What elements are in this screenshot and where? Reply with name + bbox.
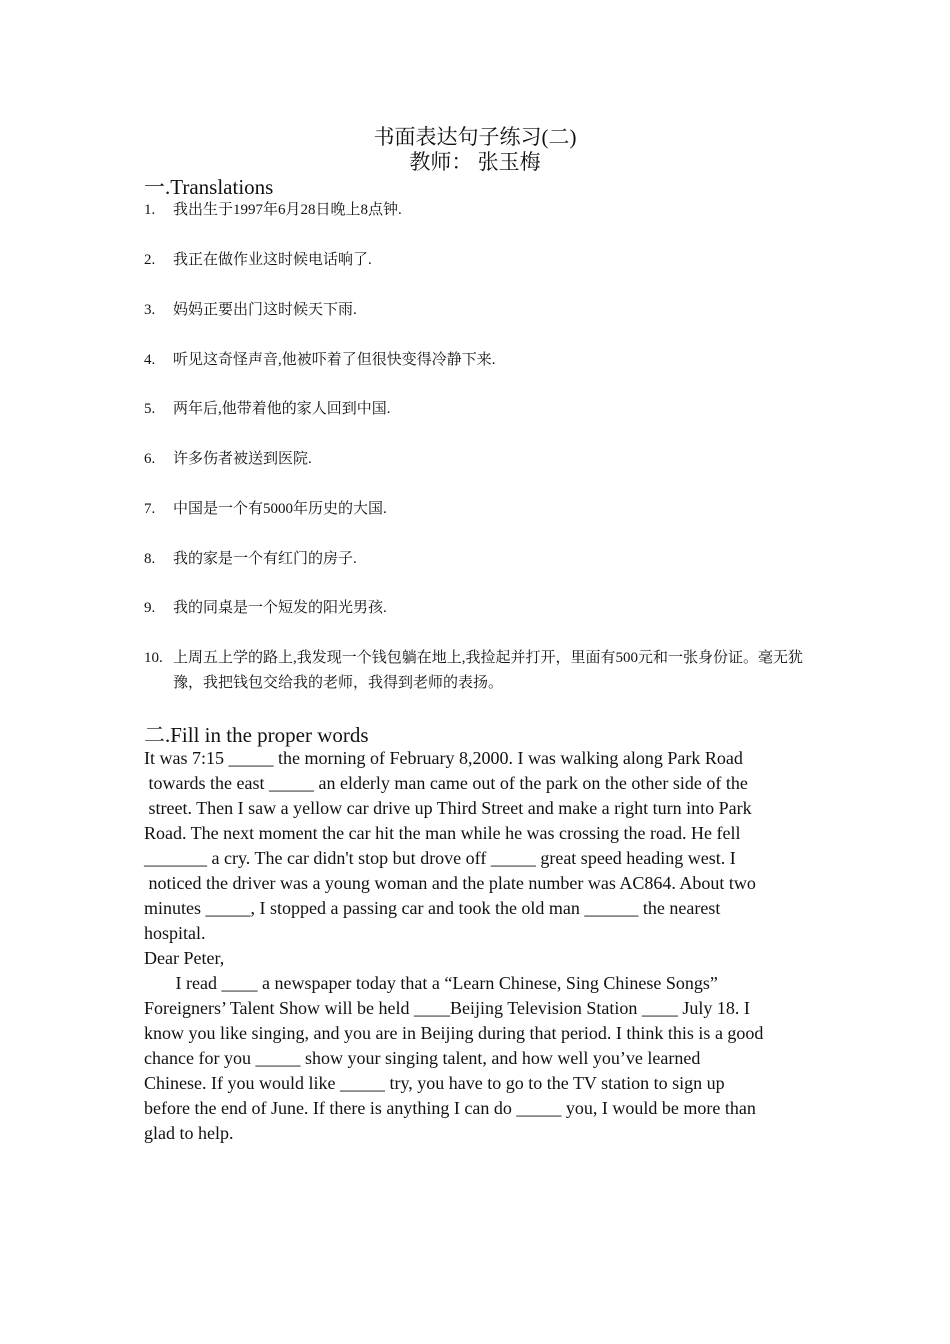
translation-item [144,646,814,696]
passage-line: Road. The next moment the car hit the man while he was crossing the road. He fell [144,823,741,843]
worksheet-title: 书面表达句子练习(二) [373,125,577,149]
translation-item [144,497,814,522]
item-number: 5. [144,401,156,417]
item-number: 2. [144,252,156,268]
passage-line: know you like singing, and you are in Beijing during that period. I think this is a good [144,1023,764,1043]
item-text: 许多伤者被送到医院. [173,451,312,467]
item-text: 我的同桌是一个短发的阳光男孩. [173,600,387,616]
translation-item [144,596,814,621]
passage-line: Dear Peter, [144,948,225,968]
item-number: 9. [144,600,156,616]
item-number: 6. [144,451,156,467]
translation-item [144,447,814,472]
passage-line: street. Then I saw a yellow car drive up Third Street and make a right turn into Park [144,798,752,818]
passage-line: noticed the driver was a young woman and the plate number was AC864. About two [144,873,756,893]
passage-line: I read ____ a newspaper today that a “Learn Chinese, Sing Chinese Songs” [144,973,718,993]
section-heading-translations: 一.Translations [144,175,274,199]
item-number: 1. [144,202,156,218]
passage-line: Foreigners’ Talent Show will be held ____Beijing Television Station ____ July 18. I [144,998,750,1018]
translation-item [144,397,814,422]
passage-accident [144,746,808,946]
passage-line: towards the east _____ an elderly man came out of the park on the other side of the [144,773,748,793]
item-text: 妈妈正要出门这时候天下雨. [173,302,357,318]
translation-item [144,298,814,323]
passage-line: glad to help. [144,1123,234,1143]
item-text: 我的家是一个有红门的房子. [173,551,357,567]
passage-line: before the end of June. If there is anything I can do _____ you, I would be more than [144,1098,756,1118]
passage-line: minutes _____, I stopped a passing car and took the old man ______ the nearest [144,898,721,918]
item-text: 我出生于1997年6月28日晚上8点钟. [173,202,402,218]
item-number: 10. [144,650,163,666]
item-number: 4. [144,352,156,368]
passage-line: hospital. [144,923,206,943]
item-text: 听见这奇怪声音,他被吓着了但很快变得冷静下来. [173,352,496,368]
passage-letter [144,946,808,1146]
item-text: 中国是一个有5000年历史的大国. [173,501,387,517]
section-heading-fill-in: 二.Fill in the proper words [144,723,369,747]
item-text: 两年后,他带着他的家人回到中国. [173,401,391,417]
passage-line: chance for you _____ show your singing talent, and how well you’ve learned [144,1048,701,1068]
item-number: 3. [144,302,156,318]
item-number: 7. [144,501,156,517]
translation-item [144,198,814,223]
item-text: 上周五上学的路上,我发现一个钱包躺在地上,我捡起并打开，里面有500元和一张身份证。毫无犹豫，我把钱包交给我的老师，我得到老师的表扬。 [173,650,804,691]
translation-item [144,547,814,572]
item-text: 我正在做作业这时候电话响了. [173,252,372,268]
translation-item [144,348,814,373]
passage-line: It was 7:15 _____ the morning of February 8,2000. I was walking along Park Road [144,748,743,768]
passage-line: Chinese. If you would like _____ try, you have to go to the TV station to sign up [144,1073,725,1093]
translation-item [144,248,814,273]
passage-line: _______ a cry. The car didn't stop but drove off _____ great speed heading west. I [144,848,736,868]
teacher-line: 教师： 张玉梅 [409,150,541,174]
item-number: 8. [144,551,156,567]
